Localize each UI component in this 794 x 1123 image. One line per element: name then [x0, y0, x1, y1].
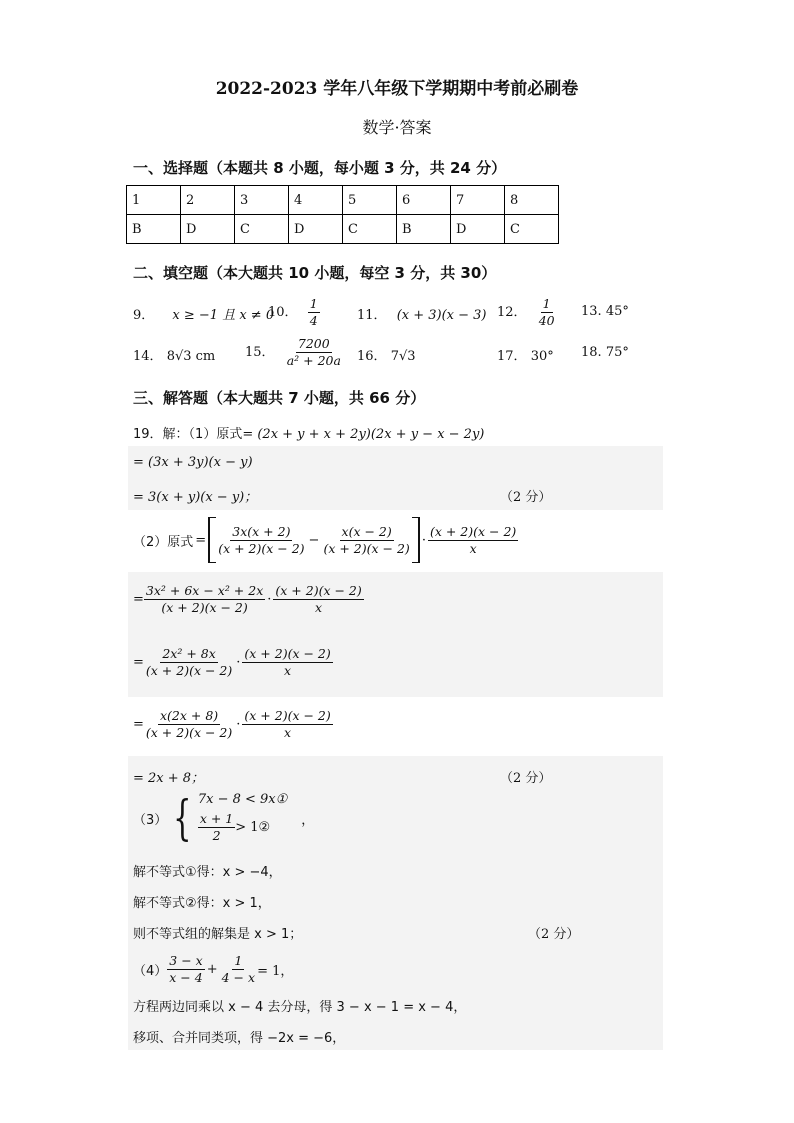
fill-q9 — [133, 304, 274, 323]
denominator: 2 — [212, 828, 221, 843]
q19-2-line: （2）原式 = $\frac{3x(x + 2)}{(x + 2)(x - 2)}$ − $\frac{x(x - 2)}{(x + 2)(x - 2)}$ · $\frac{(x + 2)(x - 2)}{x}$ — [133, 517, 518, 563]
table-cell: 3 — [235, 186, 289, 215]
numerator: 2x² + 8x — [162, 646, 216, 661]
page-subtitle: 数学·答案 — [362, 118, 432, 137]
fraction — [198, 811, 235, 844]
q19-3-step: 则不等式组的解集是 x > 1； — [133, 927, 303, 942]
table-cell: 5 — [343, 186, 397, 215]
score-label: （2 分） — [500, 771, 552, 786]
numerator: 3x² + 6x − x² + 2x — [145, 583, 264, 598]
numerator: 3 − x — [169, 953, 203, 968]
comma: ， — [301, 812, 315, 828]
q19-4-label: （4） — [133, 964, 168, 979]
numerator: (x + 2)(x − 2) — [275, 583, 362, 598]
table-cell: D — [181, 215, 235, 244]
denominator: (x + 2)(x − 2) — [323, 540, 410, 556]
question-number: 10． — [268, 305, 298, 320]
answer-text: x ≥ −1 且 x ≠ 0 — [172, 308, 275, 323]
table-cell: B — [397, 215, 451, 244]
denominator: (x + 2)(x − 2) — [145, 663, 233, 678]
question-number: 12． — [497, 305, 527, 320]
fill-q13 — [581, 304, 629, 319]
numerator: 3x(x + 2) — [232, 523, 291, 539]
question-number: 15． — [245, 345, 275, 360]
answer-text: 45° — [605, 304, 629, 319]
q19-step: = 3(x + y)(x − y)； — [133, 490, 258, 505]
answer-text: 75° — [605, 345, 629, 360]
denominator: x — [469, 540, 477, 556]
fraction — [144, 646, 234, 679]
numerator: (x + 2)(x − 2) — [244, 708, 331, 723]
numerator: (x + 2)(x − 2) — [429, 523, 517, 539]
left-bracket — [208, 517, 216, 563]
question-number: 14． — [133, 349, 163, 364]
expression: = (2x + y + x + 2y)(2x + y − x − 2y) — [242, 427, 485, 442]
right-bracket — [412, 517, 420, 563]
table-cell: D — [289, 215, 343, 244]
q19-2-step: = $\frac{x(2x + 8)}{(x + 2)(x - 2)}$ · $\frac{(x + 2)(x - 2)}{x}$ — [133, 708, 331, 740]
q19-line — [133, 423, 484, 442]
q19-step: = (3x + 3y)(x − y) — [133, 455, 253, 470]
section1-title: 一、选择题（本题共 8 小题，每小题 3 分，共 24 分） — [133, 159, 507, 177]
q19-3-step: 解不等式①得：x > −4， — [133, 865, 282, 880]
fraction — [308, 296, 320, 329]
numerator: 7200 — [297, 336, 330, 351]
denominator: x — [284, 663, 292, 678]
fraction — [144, 708, 234, 741]
fill-q14 — [133, 345, 215, 364]
fraction — [167, 953, 204, 986]
fill-q17 — [497, 345, 554, 364]
inequality-list — [198, 792, 287, 844]
numerator: 1 — [542, 296, 551, 311]
q19-4-step: 移项、合并同类项，得 −2x = −6， — [133, 1031, 346, 1046]
fraction — [428, 524, 518, 557]
table-cell: 1 — [127, 186, 181, 215]
answer-text: (x + 3)(x − 3) — [396, 308, 487, 323]
fraction — [273, 583, 363, 616]
fill-q10 — [268, 296, 320, 329]
question-number: 9． — [133, 308, 155, 323]
numerator: 1 — [234, 953, 243, 968]
numerator: (x + 2)(x − 2) — [244, 646, 331, 661]
fill-q15 — [245, 336, 343, 369]
inequality-1: 7x − 8 < 9x① — [197, 792, 288, 807]
equation-rhs: = 1， — [257, 964, 294, 979]
denominator: (x + 2)(x − 2) — [145, 725, 233, 740]
score-label: （2 分） — [528, 927, 580, 942]
fill-q18 — [581, 345, 629, 360]
numerator: x(x − 2) — [341, 523, 392, 539]
table-cell: 8 — [505, 186, 559, 215]
table-cell: 2 — [181, 186, 235, 215]
fraction — [216, 524, 306, 557]
q19-2-step: = $\frac{\text{2x² + 8x}}{(x + 2)(x - 2)}$ · $\frac{(x + 2)(x - 2)}{x}$ — [133, 646, 331, 678]
inequality-2 — [198, 811, 287, 844]
answer-table-answers-row — [127, 215, 559, 244]
question-number: 18. — [581, 345, 602, 360]
table-cell: 4 — [289, 186, 343, 215]
q19-2-label: （2）原式 — [133, 534, 194, 550]
fraction — [242, 646, 332, 679]
question-number: 11． — [357, 308, 387, 323]
fill-q12 — [497, 296, 557, 329]
table-cell: D — [451, 215, 505, 244]
answer-table — [126, 185, 559, 244]
fraction — [220, 953, 257, 986]
fill-q11 — [357, 304, 487, 323]
table-cell: B — [127, 215, 181, 244]
q19-2-step: = $\frac{\text{3x² + 6x − x² + 2x}}{(x + 2)(x - 2)}$ · $\frac{(x + 2)(x - 2)}{x}$ — [133, 583, 362, 615]
fraction — [537, 296, 557, 329]
denominator: (x + 2)(x − 2) — [161, 600, 248, 615]
answer-table-numbers-row — [127, 186, 559, 215]
denominator: 4 — [309, 313, 318, 328]
left-brace: { — [173, 790, 192, 846]
denominator: x — [315, 600, 323, 615]
q19-2-result: = 2x + 8； — [133, 771, 205, 786]
table-cell: C — [235, 215, 289, 244]
section2-title: 二、填空题（本大题共 10 小题，每空 3 分，共 30） — [133, 264, 497, 282]
fraction — [242, 708, 332, 741]
q19-3-system — [133, 792, 314, 844]
question-number: 16． — [357, 349, 387, 364]
question-number: 13. — [581, 304, 602, 319]
numerator: 1 — [309, 296, 318, 311]
denominator: x − 4 — [169, 970, 203, 985]
table-cell: C — [343, 215, 397, 244]
score-label: （2 分） — [500, 490, 552, 505]
denominator: a² + 20a — [286, 353, 341, 368]
denominator: (x + 2)(x − 2) — [218, 540, 305, 556]
denominator: 40 — [538, 313, 555, 328]
fraction — [285, 336, 343, 369]
q19-label: 19．解：（1）原式 — [133, 427, 243, 442]
table-cell: C — [505, 215, 559, 244]
denominator: 4 − x — [221, 970, 256, 985]
inequality-rhs: > 1② — [235, 820, 271, 835]
table-cell: 7 — [451, 186, 505, 215]
page-title: 2022-2023 学年八年级下学期期中考前必刷卷 — [215, 79, 579, 99]
q19-4-equation: （4） $\frac{3 - x}{x - 4}$ + $\frac{1}{4 - x}$ = 1， — [133, 953, 294, 985]
section3-title: 三、解答题（本大题共 7 小题，共 66 分） — [133, 389, 426, 407]
table-cell: 6 — [397, 186, 451, 215]
fill-q16 — [357, 345, 416, 364]
answer-text: 8√3 cm — [166, 349, 216, 364]
denominator: x — [284, 725, 292, 740]
q19-4-step: 方程两边同乘以 x − 4 去分母，得 3 − x − 1 = x − 4， — [133, 1000, 467, 1015]
answer-text: 30° — [530, 349, 554, 364]
q19-3-step: 解不等式②得：x > 1， — [133, 896, 271, 911]
question-number: 17． — [497, 349, 527, 364]
numerator: x(2x + 8) — [159, 708, 219, 723]
q19-3-label: （3） — [133, 812, 168, 828]
fraction — [321, 524, 411, 557]
numerator: x + 1 — [199, 811, 234, 826]
fraction — [144, 583, 265, 616]
answer-text: 7√3 — [390, 349, 416, 364]
